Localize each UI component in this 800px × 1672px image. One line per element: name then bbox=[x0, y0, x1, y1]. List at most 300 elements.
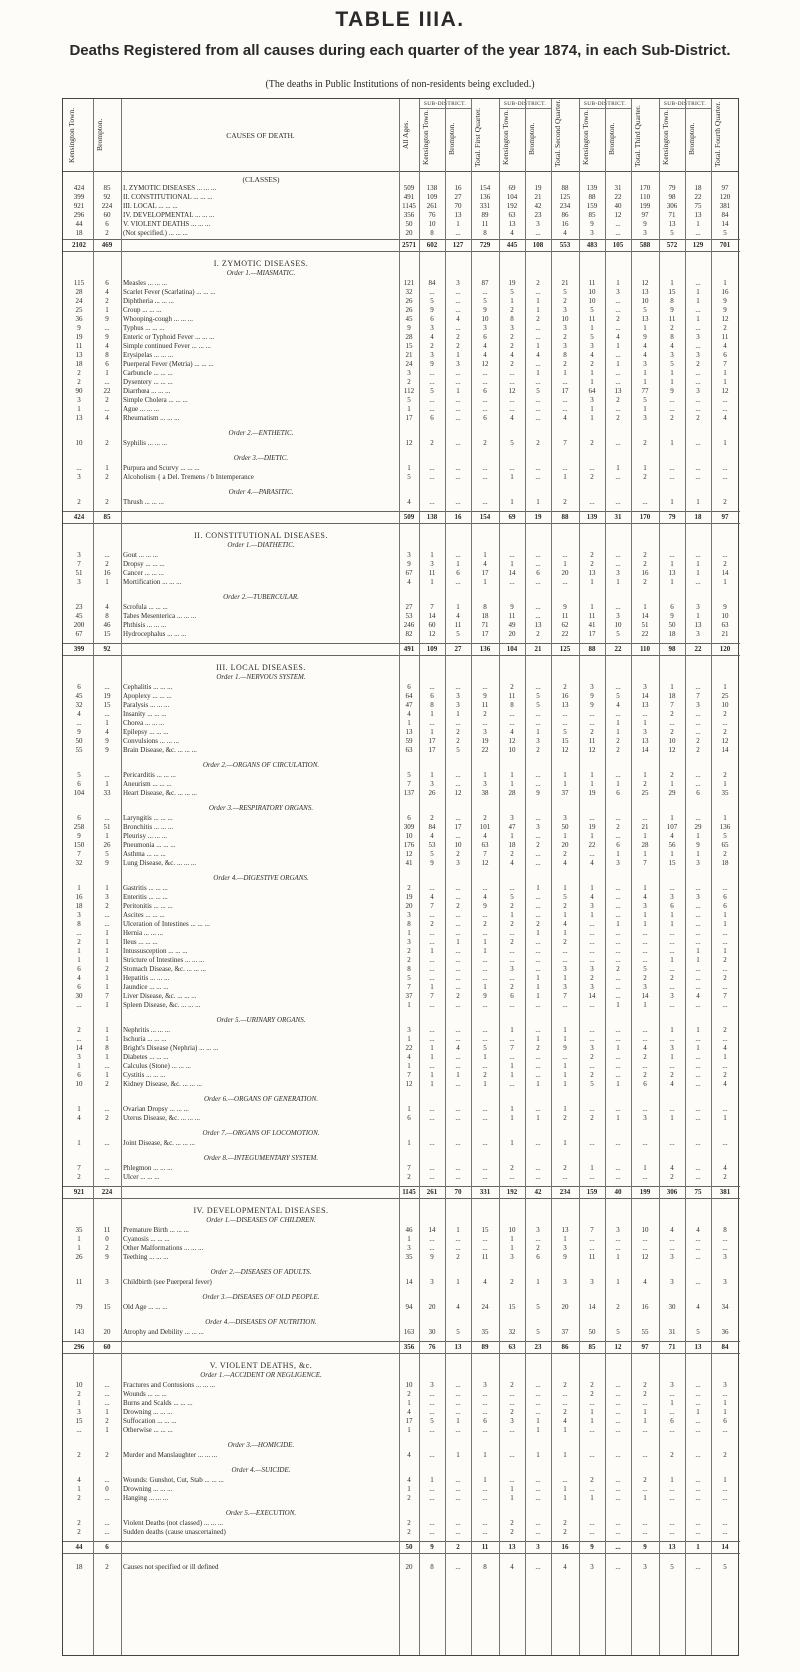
cell-value-12: 9 bbox=[723, 297, 727, 305]
cell-value-1: ... bbox=[429, 1451, 435, 1459]
cell-left-0: 16 bbox=[75, 893, 83, 901]
cell-value-4: 4 bbox=[510, 859, 514, 867]
cell-value-12: 4 bbox=[723, 414, 727, 422]
cell-value-11: 18 bbox=[694, 513, 702, 521]
cell-value-8: 40 bbox=[614, 1188, 622, 1196]
cell-left-0: 2 bbox=[77, 369, 81, 377]
cell-value-6: 2 bbox=[563, 902, 567, 910]
cell-value-12: 2 bbox=[723, 560, 727, 568]
cell-value-1: ... bbox=[429, 1164, 435, 1172]
cell-value-2: ... bbox=[455, 683, 461, 691]
cause-name: Pleurisy ... ... ... bbox=[123, 832, 167, 840]
cell-value-2: 2 bbox=[456, 737, 460, 745]
cell-value-0: 356 bbox=[403, 211, 415, 219]
table-row bbox=[63, 911, 740, 920]
cell-value-1: 76 bbox=[428, 211, 436, 219]
cell-value-6: 20 bbox=[561, 841, 569, 849]
cell-value-4: 1 bbox=[510, 780, 514, 788]
cell-left-0: 921 bbox=[73, 202, 85, 210]
cell-value-6: 3 bbox=[563, 1278, 567, 1286]
table-row bbox=[63, 612, 740, 621]
cell-value-4: 13 bbox=[508, 220, 516, 228]
cell-value-0: 13 bbox=[405, 728, 413, 736]
cell-value-3: 4 bbox=[483, 351, 487, 359]
cell-value-9: 3 bbox=[643, 983, 647, 991]
cell-value-8: ... bbox=[615, 439, 621, 447]
cause-name: Thrush ... ... ... bbox=[123, 498, 164, 506]
cell-value-1: 1 bbox=[430, 728, 434, 736]
table-row bbox=[63, 315, 740, 324]
cell-left-0: 1 bbox=[77, 956, 81, 964]
cell-value-8: ... bbox=[615, 351, 621, 359]
cell-value-11: ... bbox=[695, 1105, 701, 1113]
cell-value-7: 3 bbox=[590, 1563, 594, 1571]
header-causes: CAUSES OF DEATH. bbox=[226, 131, 295, 140]
cell-value-1: ... bbox=[429, 1399, 435, 1407]
cell-value-3: 2 bbox=[483, 920, 487, 928]
cell-value-5: 1 bbox=[536, 369, 540, 377]
cell-value-3: 9 bbox=[483, 902, 487, 910]
cell-left-1: ... bbox=[104, 378, 110, 386]
cell-value-8: ... bbox=[615, 1390, 621, 1398]
cause-name: Diabetes ... ... ... bbox=[123, 1053, 169, 1061]
cause-name: Ovarian Dropsy ... ... ... bbox=[123, 1105, 189, 1113]
cell-value-9: ... bbox=[642, 1519, 648, 1527]
table-row bbox=[63, 780, 740, 789]
cell-left-0: 258 bbox=[73, 823, 85, 831]
cell-value-11: ... bbox=[695, 1173, 701, 1181]
cell-value-11: ... bbox=[695, 1485, 701, 1493]
cell-value-4: 2 bbox=[510, 920, 514, 928]
cell-value-1: 1 bbox=[430, 947, 434, 955]
cell-value-3: ... bbox=[482, 1035, 488, 1043]
cause-name: Cephalitis ... ... ... bbox=[123, 683, 173, 691]
cell-value-11: 1 bbox=[696, 1543, 700, 1551]
cell-left-0: 26 bbox=[75, 1253, 83, 1261]
cell-left-1: 2 bbox=[105, 1451, 109, 1459]
cell-value-0: 1 bbox=[407, 1139, 411, 1147]
cell-value-9: 21 bbox=[641, 823, 649, 831]
cell-value-11: 3 bbox=[696, 893, 700, 901]
cell-value-1: ... bbox=[429, 1485, 435, 1493]
cell-value-7: 5 bbox=[590, 1080, 594, 1088]
cell-value-0: 67 bbox=[405, 569, 413, 577]
cell-value-0: 21 bbox=[405, 351, 413, 359]
table-row bbox=[63, 498, 740, 507]
cell-left-0: 2 bbox=[77, 498, 81, 506]
cell-value-1: 3 bbox=[430, 560, 434, 568]
cell-left-0: ... bbox=[76, 719, 82, 727]
cell-left-1: 20 bbox=[103, 1328, 111, 1336]
order-title: Order 1.—MIASMATIC. bbox=[226, 269, 296, 277]
cell-value-2: ... bbox=[455, 1519, 461, 1527]
cell-value-1: 7 bbox=[430, 603, 434, 611]
cell-value-0: 64 bbox=[405, 692, 413, 700]
cell-left-0: 3 bbox=[77, 1053, 81, 1061]
cell-left-0: 18 bbox=[75, 360, 83, 368]
header-quarter-2: Total. Second Quarter. bbox=[553, 99, 562, 167]
cell-value-6: 3 bbox=[563, 965, 567, 973]
table-row bbox=[63, 360, 740, 369]
cell-value-0: 50 bbox=[405, 1543, 413, 1551]
cell-value-5: ... bbox=[535, 1476, 541, 1484]
cause-name: Measles ... ... ... bbox=[123, 279, 167, 287]
cell-value-1: ... bbox=[429, 1244, 435, 1252]
cell-value-2: 3 bbox=[456, 859, 460, 867]
summary-row bbox=[63, 220, 740, 229]
cell-value-1: 1 bbox=[430, 710, 434, 718]
cell-value-2: ... bbox=[455, 771, 461, 779]
cause-name: Murder and Manslaughter ... ... ... bbox=[123, 1451, 218, 1459]
cell-value-9: 1 bbox=[643, 1164, 647, 1172]
cell-value-6: 16 bbox=[561, 1543, 569, 1551]
cell-value-11: ... bbox=[695, 324, 701, 332]
cell-value-5: ... bbox=[535, 1053, 541, 1061]
cell-value-9: 2 bbox=[643, 473, 647, 481]
cell-value-3: ... bbox=[482, 1399, 488, 1407]
cell-value-6: 22 bbox=[561, 630, 569, 638]
cell-value-7: 1 bbox=[590, 1164, 594, 1172]
cell-value-1: ... bbox=[429, 369, 435, 377]
cell-value-5: 108 bbox=[532, 241, 544, 249]
cell-value-8: 3 bbox=[616, 612, 620, 620]
cell-value-8: ... bbox=[615, 902, 621, 910]
order-title: Order 8.—INTEGUMENTARY SYSTEM. bbox=[203, 1154, 319, 1162]
cell-value-12: 2 bbox=[723, 974, 727, 982]
cell-value-2: ... bbox=[455, 288, 461, 296]
cell-value-10: 71 bbox=[668, 211, 676, 219]
table-row bbox=[63, 947, 740, 956]
cell-left-0: 6 bbox=[77, 814, 81, 822]
cell-value-10: 4 bbox=[670, 342, 674, 350]
cell-value-1: ... bbox=[429, 1139, 435, 1147]
cell-value-5: 1 bbox=[536, 884, 540, 892]
cell-value-8: 5 bbox=[616, 630, 620, 638]
cell-value-7: 4 bbox=[590, 859, 594, 867]
cell-left-1: ... bbox=[104, 1164, 110, 1172]
cell-value-8: ... bbox=[615, 992, 621, 1000]
cell-value-2: ... bbox=[455, 947, 461, 955]
cell-left-1: 6 bbox=[105, 220, 109, 228]
cell-value-8: 13 bbox=[614, 387, 622, 395]
cell-value-12: 1 bbox=[723, 279, 727, 287]
cell-value-1: 7 bbox=[430, 992, 434, 1000]
cell-value-6: 1 bbox=[563, 1494, 567, 1502]
cell-value-9: 1 bbox=[643, 832, 647, 840]
cell-value-6: 4 bbox=[563, 229, 567, 237]
cell-value-3: 17 bbox=[481, 569, 489, 577]
cell-value-1: ... bbox=[429, 1026, 435, 1034]
cell-value-8: ... bbox=[615, 560, 621, 568]
cell-value-9: 110 bbox=[639, 193, 651, 201]
cell-value-1: 6 bbox=[430, 315, 434, 323]
cell-value-12: ... bbox=[722, 884, 728, 892]
cell-value-7: 1 bbox=[590, 1408, 594, 1416]
cell-value-0: 2571 bbox=[402, 241, 416, 249]
cell-value-4: 1 bbox=[510, 1071, 514, 1079]
cell-value-10: 3 bbox=[670, 1278, 674, 1286]
table-row bbox=[63, 956, 740, 965]
cause-name: Kidney Disease, &c. ... ... ... bbox=[123, 1080, 202, 1088]
cell-left-0: 10 bbox=[75, 1080, 83, 1088]
table-row bbox=[63, 351, 740, 360]
order-title: Order 7.—ORGANS OF LOCOMOTION. bbox=[202, 1129, 320, 1137]
cause-name: II. CONSTITUTIONAL ... ... ... bbox=[123, 193, 213, 201]
cell-value-11: ... bbox=[695, 719, 701, 727]
cell-value-6: 16 bbox=[561, 692, 569, 700]
cell-value-9: ... bbox=[642, 1426, 648, 1434]
cell-value-10: 4 bbox=[670, 1226, 674, 1234]
cell-value-2: ... bbox=[455, 1408, 461, 1416]
cell-value-4: ... bbox=[509, 719, 515, 727]
cell-value-11: 22 bbox=[694, 193, 702, 201]
cause-name: Scrofula ... ... ... bbox=[123, 603, 168, 611]
cause-name: Insanity ... ... ... bbox=[123, 710, 167, 718]
cause-name: Stomach Disease, &c. ... ... ... bbox=[123, 965, 206, 973]
cell-value-0: 24 bbox=[405, 360, 413, 368]
cell-value-8: ... bbox=[615, 405, 621, 413]
section-title: IV. DEVELOPMENTAL DISEASES. bbox=[193, 1206, 329, 1215]
cell-value-4: 1 bbox=[510, 1244, 514, 1252]
cell-value-11: ... bbox=[695, 279, 701, 287]
cell-value-0: 1 bbox=[407, 1426, 411, 1434]
cell-value-7: 12 bbox=[588, 746, 596, 754]
cell-left-1: 2 bbox=[105, 297, 109, 305]
cell-value-2: 4 bbox=[456, 1303, 460, 1311]
order-title: Order 1.—NERVOUS SYSTEM. bbox=[216, 673, 306, 681]
cell-value-3: ... bbox=[482, 884, 488, 892]
cell-value-7: 2 bbox=[590, 1114, 594, 1122]
cell-value-9: ... bbox=[642, 1035, 648, 1043]
cell-value-11: 7 bbox=[696, 692, 700, 700]
cell-value-5: ... bbox=[535, 1164, 541, 1172]
cell-value-10: 1 bbox=[670, 1476, 674, 1484]
cell-value-0: 509 bbox=[403, 184, 415, 192]
cause-name: Pneumonia ... ... ... bbox=[123, 841, 176, 849]
cell-left-1: 1 bbox=[105, 947, 109, 955]
cell-value-4: 2 bbox=[510, 342, 514, 350]
cell-value-12: 35 bbox=[721, 789, 729, 797]
cell-left-1: 22 bbox=[103, 387, 111, 395]
cell-value-10: 2 bbox=[670, 710, 674, 718]
cell-left-1: 9 bbox=[105, 737, 109, 745]
cell-value-3: ... bbox=[482, 956, 488, 964]
cell-value-4: ... bbox=[509, 396, 515, 404]
table-row bbox=[63, 1485, 740, 1494]
cell-value-5: 3 bbox=[536, 220, 540, 228]
cell-value-2: ... bbox=[455, 974, 461, 982]
cell-value-7: ... bbox=[589, 710, 595, 718]
cell-value-4: 1 bbox=[510, 1494, 514, 1502]
column-rule bbox=[659, 99, 660, 1655]
cell-value-4: ... bbox=[509, 578, 515, 586]
cell-value-6: 2 bbox=[563, 1164, 567, 1172]
cell-value-12: 1 bbox=[723, 947, 727, 955]
cell-value-4: 445 bbox=[506, 241, 518, 249]
cell-value-4: 1 bbox=[510, 560, 514, 568]
cell-value-9: 1 bbox=[643, 1408, 647, 1416]
cell-value-8: 31 bbox=[614, 184, 622, 192]
table-row bbox=[63, 279, 740, 288]
cell-value-2: ... bbox=[455, 369, 461, 377]
cause-name: Stricture of Intestines ... ... ... bbox=[123, 956, 205, 964]
cause-name: Wounds ... ... ... bbox=[123, 1390, 167, 1398]
cause-name: Typhus ... ... ... bbox=[123, 324, 165, 332]
cell-value-9: 1 bbox=[643, 324, 647, 332]
cell-value-2: 13 bbox=[454, 211, 462, 219]
cell-value-7: 3 bbox=[590, 965, 594, 973]
cell-value-8: ... bbox=[615, 551, 621, 559]
cell-value-0: 28 bbox=[405, 333, 413, 341]
cell-value-4: 10 bbox=[508, 1226, 516, 1234]
cell-value-6: ... bbox=[562, 719, 568, 727]
summary-row bbox=[63, 193, 740, 202]
table-row bbox=[63, 297, 740, 306]
cell-value-0: 35 bbox=[405, 1253, 413, 1261]
cell-value-5: 1 bbox=[536, 1278, 540, 1286]
cell-value-5: 4 bbox=[536, 351, 540, 359]
cell-value-0: 59 bbox=[405, 737, 413, 745]
cell-left-1: 3 bbox=[105, 893, 109, 901]
section-total-row bbox=[63, 1543, 740, 1552]
cell-value-11: ... bbox=[695, 1244, 701, 1252]
cell-value-10: 2 bbox=[670, 974, 674, 982]
cell-value-0: 6 bbox=[407, 683, 411, 691]
cell-left-0: 14 bbox=[75, 1044, 83, 1052]
cell-value-0: 50 bbox=[405, 220, 413, 228]
cell-value-3: ... bbox=[482, 1139, 488, 1147]
cell-value-2: ... bbox=[455, 884, 461, 892]
cell-value-6: 1 bbox=[563, 1071, 567, 1079]
cell-value-2: 3 bbox=[456, 360, 460, 368]
cell-value-2: 1 bbox=[456, 387, 460, 395]
cell-value-0: 1145 bbox=[402, 202, 416, 210]
cause-name: Hernia ... ... ... bbox=[123, 929, 164, 937]
cell-left-1: 6 bbox=[105, 1543, 109, 1551]
cell-value-2: ... bbox=[455, 1381, 461, 1389]
cause-name: Jaundice ... ... ... bbox=[123, 983, 169, 991]
cell-value-2: ... bbox=[455, 229, 461, 237]
cell-value-8: 3 bbox=[616, 1226, 620, 1234]
cell-value-12: 10 bbox=[721, 612, 729, 620]
cell-left-1: 2 bbox=[105, 498, 109, 506]
cell-value-5: 2 bbox=[536, 746, 540, 754]
cell-value-12: 120 bbox=[719, 193, 731, 201]
cell-value-10: 9 bbox=[670, 306, 674, 314]
cell-value-5: ... bbox=[535, 859, 541, 867]
cell-value-12: ... bbox=[722, 1426, 728, 1434]
cell-value-4: 20 bbox=[508, 630, 516, 638]
cell-left-0: 399 bbox=[73, 645, 85, 653]
cell-value-7: 2 bbox=[590, 473, 594, 481]
cell-value-9: 2 bbox=[643, 560, 647, 568]
cell-value-11: ... bbox=[695, 1139, 701, 1147]
cell-value-11: ... bbox=[695, 1563, 701, 1571]
cell-value-0: 47 bbox=[405, 701, 413, 709]
cell-value-1: 8 bbox=[430, 701, 434, 709]
table-row bbox=[63, 387, 740, 396]
cell-value-12: 6 bbox=[723, 1417, 727, 1425]
header-kensington-sub: Kensington Town. bbox=[581, 109, 590, 165]
cell-value-10: 98 bbox=[668, 645, 676, 653]
cell-value-10: 15 bbox=[668, 288, 676, 296]
cell-value-3: 1 bbox=[483, 1476, 487, 1484]
cause-name: Puerperal Fever (Metria) ... ... ... bbox=[123, 360, 214, 368]
table-row bbox=[63, 1139, 740, 1148]
cell-value-6: 7 bbox=[563, 439, 567, 447]
cell-value-11: 3 bbox=[696, 351, 700, 359]
cell-value-1: 261 bbox=[426, 1188, 438, 1196]
cell-value-9: 1 bbox=[643, 1417, 647, 1425]
cell-value-6: ... bbox=[562, 1001, 568, 1009]
cell-value-6: 50 bbox=[561, 823, 569, 831]
cell-value-5: 2 bbox=[536, 1244, 540, 1252]
cell-value-0: 17 bbox=[405, 414, 413, 422]
cause-name: Heart Disease, &c. ... ... ... bbox=[123, 789, 197, 797]
cell-value-6: ... bbox=[562, 1476, 568, 1484]
cell-value-12: 36 bbox=[721, 1328, 729, 1336]
cell-value-7: 2 bbox=[590, 974, 594, 982]
cell-value-12: 8 bbox=[723, 1226, 727, 1234]
cell-value-2: 2 bbox=[456, 333, 460, 341]
cell-value-9: 14 bbox=[641, 746, 649, 754]
cell-value-2: ... bbox=[455, 1399, 461, 1407]
cause-name: Simple Cholera ... ... ... bbox=[123, 396, 188, 404]
cell-value-12: 136 bbox=[719, 823, 731, 831]
cell-left-1: 9 bbox=[105, 746, 109, 754]
cell-left-0: 19 bbox=[75, 333, 83, 341]
table-row bbox=[63, 789, 740, 798]
cell-value-8: ... bbox=[615, 1235, 621, 1243]
cell-left-1: 15 bbox=[103, 1303, 111, 1311]
cell-value-5: 1 bbox=[536, 983, 540, 991]
cell-value-12: ... bbox=[722, 929, 728, 937]
cell-value-12: 3 bbox=[723, 1381, 727, 1389]
table-row bbox=[63, 1044, 740, 1053]
cell-left-1: 5 bbox=[105, 850, 109, 858]
column-rule bbox=[711, 99, 712, 1655]
cell-value-7: ... bbox=[589, 1451, 595, 1459]
cell-value-5: ... bbox=[535, 405, 541, 413]
cell-value-1: 11 bbox=[428, 569, 436, 577]
cell-value-9: 2 bbox=[643, 974, 647, 982]
cell-value-8: 1 bbox=[616, 1001, 620, 1009]
cell-left-0: 13 bbox=[75, 414, 83, 422]
cell-value-10: 79 bbox=[668, 184, 676, 192]
column-rule bbox=[445, 99, 446, 1655]
cell-left-1: 1 bbox=[105, 1035, 109, 1043]
cell-value-7: 1 bbox=[590, 1494, 594, 1502]
cell-value-6: ... bbox=[562, 396, 568, 404]
cell-value-0: 7 bbox=[407, 1164, 411, 1172]
cell-value-4: 69 bbox=[508, 513, 516, 521]
cell-left-1: 2 bbox=[105, 560, 109, 568]
cell-value-9: 199 bbox=[639, 1188, 651, 1196]
cell-value-1: 17 bbox=[428, 746, 436, 754]
cell-value-4: 2 bbox=[510, 1519, 514, 1527]
cell-value-10: 11 bbox=[668, 315, 676, 323]
cell-value-7: 1 bbox=[590, 578, 594, 586]
cell-value-7: 85 bbox=[588, 211, 596, 219]
classes-label: (CLASSES) bbox=[242, 175, 280, 184]
cell-value-4: 28 bbox=[508, 789, 516, 797]
cell-left-1: 1 bbox=[105, 464, 109, 472]
cell-value-3: 7 bbox=[483, 850, 487, 858]
cell-value-10: 306 bbox=[666, 1188, 678, 1196]
cell-value-11: 3 bbox=[696, 859, 700, 867]
cell-value-6: 9 bbox=[563, 603, 567, 611]
cell-value-6: 1 bbox=[563, 1485, 567, 1493]
